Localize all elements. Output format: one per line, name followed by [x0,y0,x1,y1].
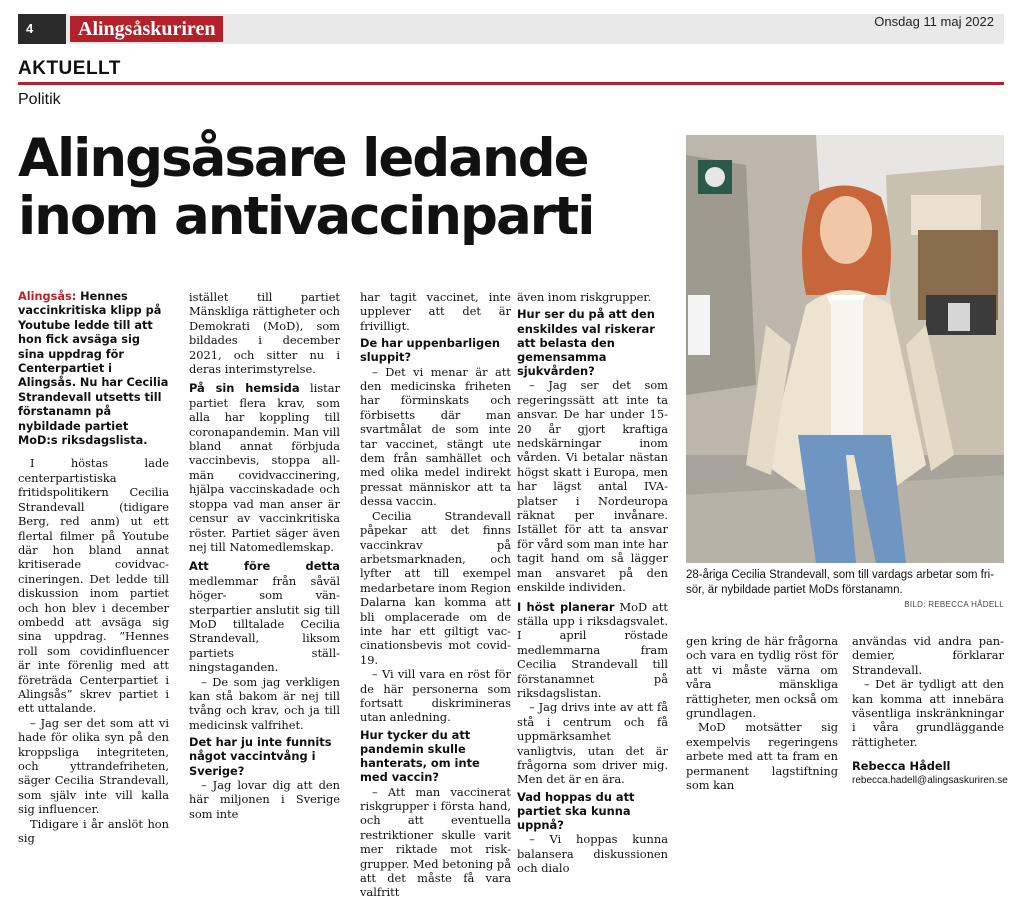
newspaper-logo[interactable]: Alingsåskuriren [70,16,223,42]
page-header-bar [18,14,1004,44]
article-photo[interactable] [686,135,1004,563]
article-column-2 [189,290,340,821]
issue-date: Onsdag 11 maj 2022 [874,14,994,29]
paragraph [189,559,340,674]
interview-question: Det har ju inte funnits något vaccintvång i Sverige? [189,735,332,778]
section-title: AKTUELLT [18,58,121,79]
paragraph: istället till partiet Mänskliga rättigheter och Demokrati (MoD), som bildades i december 2021, och sitter nu i deras interimstyrelse. [189,290,340,377]
headline-line-1: Alingsåsare ledande [18,128,588,189]
paragraph-text: medlemmar från såväl höger- som vänsterpartier anslutit sig till MoD tilltalade Cecilia Strandevall, liksom partiets ställningstaganden. [189,573,340,675]
page-number: 4 [18,14,66,44]
paragraph: – Jag drivs inte av att få stå i centrum och få uppmärksamhet vanligtvis, utan det är frågorna som driver mig. Men det är en ära. [517,700,668,787]
paragraph: – Det vi menar är att den medicinska friheten har förminskats och förbisetts där man svartmålat de som inte tar vaccinet, stängt ute dem från samhället och med olika medel indirekt pressat människor att ta dessa vaccin. [360,364,511,509]
headline-line-2: inom antivaccinparti [18,186,594,247]
article-column-3 [360,290,511,900]
paragraph: – Vi hoppas kunna balansera diskussionen och dialo [517,832,668,876]
subsection-title: Politik [18,91,61,108]
paragraph: – Det är tydligt att den kan komma att innebära väsentliga inskränkningar i våra grundläggande rättigheter. [852,677,1004,749]
paragraph: – Jag ser det som regeringssätt att inte ta ansvar. De har under 15-20 år gjort kraftiga nedskärningar inom vården. Vi betalar nästan högst skatt i Europa, men har lägst antal IVA-platser i Nordeuropa räknat per invånare. Istället för att ta ansvar för vård som man inte har tagit hand om så lägger man ansvaret på den enskilde individen. [517,378,668,595]
paragraph: gen kring de här frågorna och vara en tydlig röst för att vi måste värna om våra mänskliga rättigheter, men också om grundlagen. [686,634,838,721]
dateline: Alingsås: [18,290,77,303]
paragraph-text: listar partiet flera krav, som alla har koppling till coronapandemin. Man vill bland annat förbjuda vaccinbevis, stoppa allmän covidvaccinering, hjälpa vaccinskadade och stoppa vad man anser är censur av vaccinkritiska röster. Partiet säger även nej till Natomedlemskap. [189,381,340,554]
paragraph-lead: På sin hemsida [189,381,300,396]
author-name: Rebecca Hådell [852,759,951,774]
paragraph: har tagit vaccinet, inte upplever att det är frivilligt. [360,290,511,333]
paragraph: – Att man vaccinerat riskgrupper i första hand, och att eventuella restriktioner skulle varit mer riktade mot riskgrupper. Med betoning på att det måste få vara valfritt [360,784,511,900]
paragraph-lead: Att före detta [189,559,340,574]
paragraph: användas vid andra pandemier, förklarar Strandevall. [852,634,1004,677]
photo-credit: BILD: REBECCA HÅDELL [904,600,1004,609]
article-column-4 [517,290,668,876]
article-ingress [18,290,169,448]
paragraph-lead: I höst planerar [517,599,615,614]
interview-question: Vad hoppas du att partiet ska kunna uppnå? [517,789,635,833]
paragraph: även inom riskgrupper. [517,290,652,304]
paragraph: Cecilia Strandevall påpekar att det finns vaccinkrav på arbetsmarknaden, och lyfter att till exempel medarbetare inom Region Dalarna kan komma att bli omplacerade om de inte har ett giltigt vaccinationsbevis mot covid-19. [360,508,511,667]
ingress-text: Hennes vaccinkritiska klipp på Youtube ledde till att hon fick avsäga sig sina uppdrag för Centerpartiet i Alingsås. Nu har Cecilia Strandevall utsetts till förstanamn på nybildade partiet MoD:s riksdagslista. [18,290,169,448]
paragraph: I höstas lade centerpartistiska fritidspolitikern Cecilia Strandevall (tidigare Berg, red anm) ut ett flertal filmer på Youtube där hon bland annat kritiserade covidvaccineringen. Det ledde till diskussion inom partiet och hon blev i december ombedd att avsäga sig sina uppdrag. ”Hennes roll som covidinfluencer är inte förenlig med att företräda Centerpartiet i Alingsås” skrev partiet i ett uttalande. [18,456,169,716]
author-email[interactable]: rebecca.hadell@alingsaskuriren.se [852,774,1008,786]
paragraph: – De som jag verkligen kan stå bakom är nej till tvång och krav, och ja till medicinsk valfrihet. [189,674,340,732]
paragraph: – Vi vill vara en röst för de här personerna som fortsatt diskrimineras utan anledning. [360,667,511,725]
photo-caption: 28-åriga Cecilia Strandevall, som till vardags arbetar som frisör, är nybildade partiet MoDs förstanamn. [686,569,995,596]
article-column-5 [686,634,838,792]
paragraph [517,600,668,701]
article-headline [18,130,678,246]
section-divider [18,82,1004,85]
paragraph: MoD motsätter sig exempelvis regeringens arbete med att ta fram en permanent lagstiftning som kan [686,720,838,793]
interview-question: Hur tycker du att pandemin skulle hanterats, om inte med vaccin? [360,727,480,785]
paragraph: – Jag lovar dig att den här miljonen i Sverige som inte [189,777,340,821]
article-column-6 [852,634,1008,788]
interview-question: De har uppenbarligen sluppit? [360,336,501,365]
paragraph: – Jag ser det som att vi hade för olika syn på den kroppsliga integriteten, och yttrandefriheten, säger Cecilia Strandevall, som själv inte vill kalla sig influencer. [18,715,169,817]
interview-question: Hur ser du på att den enskildes val riskerar att belasta den gemensamma sjukvården? [517,307,655,379]
paragraph [189,381,340,554]
paragraph: Tidigare i år anslöt hon sig [18,816,169,846]
portrait-illustration [686,135,1004,563]
article-column-1 [18,290,169,845]
paragraph-text: MoD att ställa upp i riksdagsvalet. I april röstade medlemmarna fram Cecilia Strandevall till förstanamnet på riksdagslistan. [517,599,668,700]
